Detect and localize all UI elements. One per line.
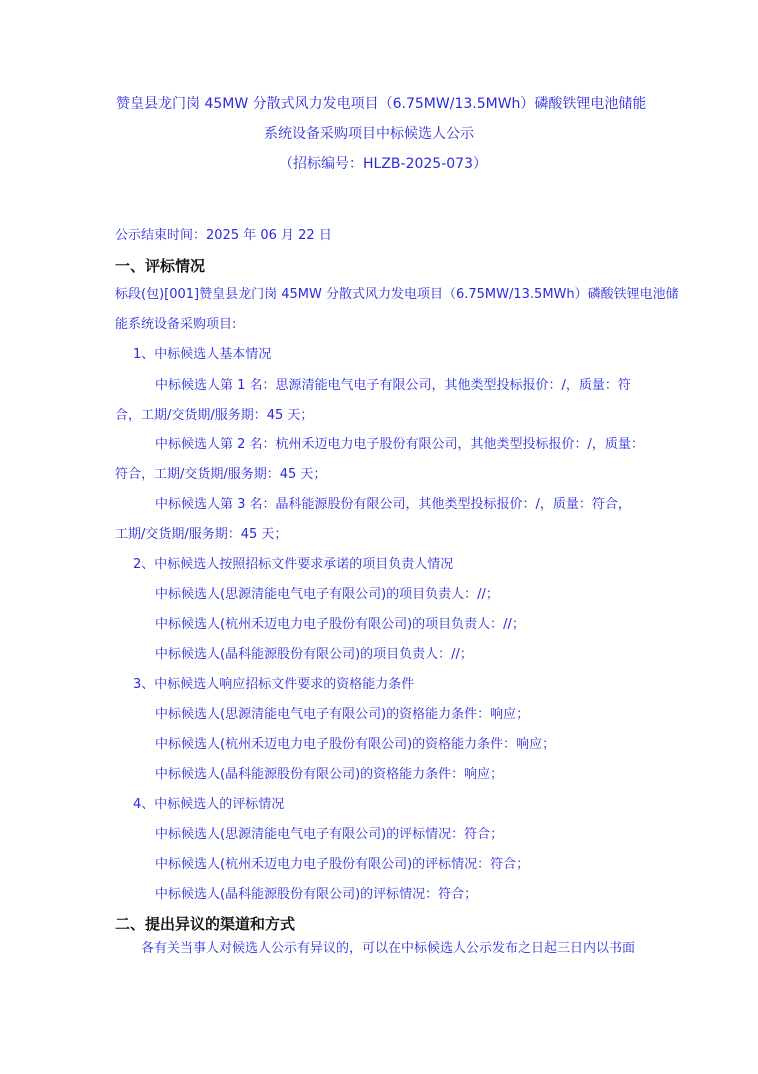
subsection-3-heading: 3、中标候选人响应招标文件要求的资格能力条件 xyxy=(133,677,415,692)
qualification-2: 中标候选人(杭州禾迈电力电子股份有限公司)的资格能力条件：响应； xyxy=(155,737,556,752)
evaluation-1: 中标候选人(思源清能电气电子有限公司)的评标情况：符合； xyxy=(155,827,504,842)
evaluation-3: 中标候选人(晶科能源股份有限公司)的评标情况：符合； xyxy=(155,887,478,902)
section-2-heading: 二、提出异议的渠道和方式 xyxy=(115,915,296,933)
candidate-1-line-2: 合，工期/交货期/服务期：45 天； xyxy=(115,408,314,423)
candidate-3-line-1: 中标候选人第 3 名：晶科能源股份有限公司，其他类型投标报价：/，质量：符合， xyxy=(155,497,631,512)
project-manager-1: 中标候选人(思源清能电气电子有限公司)的项目负责人：//； xyxy=(155,587,499,602)
objection-text-line-1: 各有关当事人对候选人公示有异议的，可以在中标候选人公示发布之日起三日内以书面 xyxy=(141,941,636,956)
candidate-3-line-2: 工期/交货期/服务期：45 天； xyxy=(115,527,288,542)
doc-title-line-1: 赞皇县龙门岗 45MW 分散式风力发电项目（6.75MW/13.5MWh）磷酸铁锂电池储能 xyxy=(116,96,647,112)
candidate-2-line-1: 中标候选人第 2 名：杭州禾迈电力电子股份有限公司，其他类型投标报价：/，质量： xyxy=(155,437,644,452)
lot-intro-line-1: 标段(包)[001]赞皇县龙门岗 45MW 分散式风力发电项目（6.75MW/13.5MWh）磷酸铁锂电池储 xyxy=(115,287,679,302)
qualification-1: 中标候选人(思源清能电气电子有限公司)的资格能力条件：响应； xyxy=(155,707,530,722)
subsection-4-heading: 4、中标候选人的评标情况 xyxy=(133,797,285,812)
evaluation-2: 中标候选人(杭州禾迈电力电子股份有限公司)的评标情况：符合； xyxy=(155,857,530,872)
subsection-1-heading: 1、中标候选人基本情况 xyxy=(133,347,272,362)
subsection-2-heading: 2、中标候选人按照招标文件要求承诺的项目负责人情况 xyxy=(133,557,454,572)
doc-tender-number: （招标编号：HLZB-2025-073） xyxy=(279,156,487,172)
project-manager-3: 中标候选人(晶科能源股份有限公司)的项目负责人：//； xyxy=(155,647,473,662)
doc-title-line-2: 系统设备采购项目中标候选人公示 xyxy=(264,126,474,142)
section-1-heading: 一、评标情况 xyxy=(115,257,206,275)
candidate-1-line-1: 中标候选人第 1 名：思源清能电气电子有限公司，其他类型投标报价：/，质量：符 xyxy=(155,378,631,393)
candidate-2-line-2: 符合，工期/交货期/服务期：45 天； xyxy=(115,467,327,482)
publicity-end-time: 公示结束时间：2025 年 06 月 22 日 xyxy=(115,228,332,243)
project-manager-2: 中标候选人(杭州禾迈电力电子股份有限公司)的项目负责人：//； xyxy=(155,617,525,632)
qualification-3: 中标候选人(晶科能源股份有限公司)的资格能力条件：响应； xyxy=(155,767,504,782)
lot-intro-line-2: 能系统设备采购项目: xyxy=(115,317,237,332)
